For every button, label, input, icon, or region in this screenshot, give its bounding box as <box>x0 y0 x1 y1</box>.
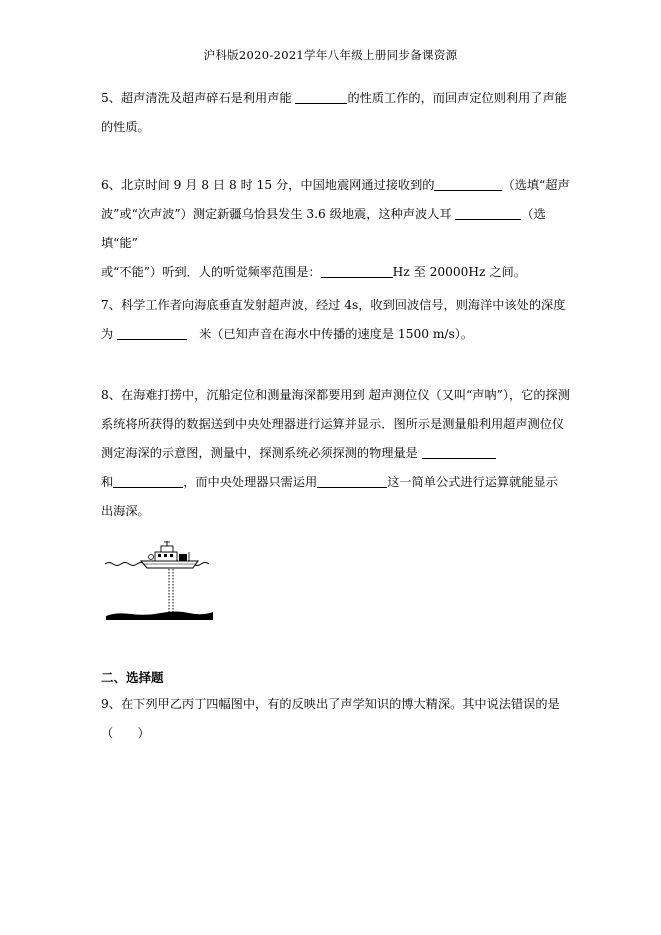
answer-blank[interactable] <box>455 205 521 220</box>
ship-hull <box>141 561 198 568</box>
answer-blank[interactable] <box>295 89 347 104</box>
answer-blank[interactable] <box>422 444 496 459</box>
sonar-ship-figure <box>103 540 215 622</box>
question-8: 8、在海难打捞中，沉船定位和测量海深都要用到 超声测位仪（又叫“声呐”），它的探测 系统将所获得的数据送到中央处理器进行运算并显示．图所示是测量船利用超声测位仪 测定海深的示意图，测量中，探测系统必须探测的物理量是 和 ，而中央处理器只需运用 这一简单公式进行运算就能显示 出海深。 <box>101 388 570 518</box>
page-header: 沪科版2020-2021学年八年级上册同步备课资源 <box>203 48 458 62</box>
question-9: 9、在下列甲乙丙丁四幅图中，有的反映出了声学知识的博大精深。其中说法错误的是 （ ） <box>101 697 560 740</box>
sea-floor <box>106 612 213 621</box>
answer-blank[interactable] <box>434 176 502 191</box>
answer-blank[interactable] <box>113 473 183 488</box>
question-6: 6、北京时间 9 月 8 日 8 时 15 分，中国地震网通过接收到的 （选填“超声 波”或“次声波”）测定新疆乌恰县发生 3.6 级地震，这种声波人耳 （选填“能” 或“不能”）听到．人的听觉频率范围是： Hz 至 20000Hz 之间。 <box>101 178 570 279</box>
question-7: 7、科学工作者向海底垂直发射超声波，经过 4s，收到回波信号，则海洋中该处的深度 为 米（已知声音在海水中传播的速度是 1500 m/s）。 <box>101 298 566 341</box>
answer-blank[interactable] <box>117 325 187 340</box>
ship-bridge <box>161 546 173 552</box>
section-heading: 二、选择题 <box>101 670 164 685</box>
question-5: 5、超声清洗及超声碎石是利用声能 的性质工作的，而回声定位则利用了声能 的性质。 <box>101 91 567 134</box>
answer-blank[interactable] <box>317 473 387 488</box>
answer-blank[interactable] <box>321 263 393 278</box>
